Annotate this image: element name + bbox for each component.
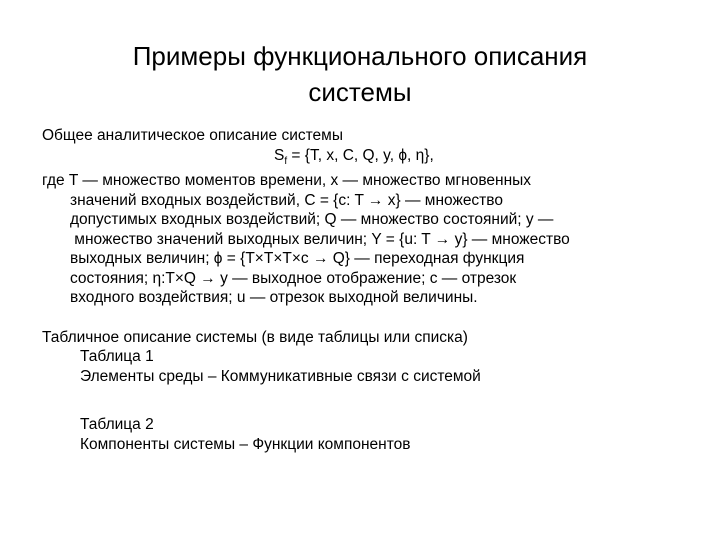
formula-subscript: f (284, 155, 288, 167)
formula-body: = {T, x, C, Q, y, ϕ, η}, (287, 146, 434, 164)
tabular-heading: Табличное описание системы (в виде таблицы или списка) (42, 328, 468, 346)
definition-line: допустимых входных воздействий; Q — множество состояний; y — (70, 211, 554, 229)
definition-line: состояния; η:T×Q → y — выходное отображение; c — отрезок (70, 269, 517, 287)
spacer (42, 308, 682, 328)
definition-line: где T — множество моментов времени, x — множество мгновенных (42, 172, 532, 190)
definition-line: входного воздействия; u — отрезок выходной величины. (70, 289, 478, 307)
definition-line: выходных величин; ϕ = {T×T×T×c → Q} — переходная функция (70, 250, 525, 268)
analytic-heading: Общее аналитическое описание системы (42, 127, 343, 144)
slide-title (60, 38, 660, 110)
table-1-caption: Элементы среды – Коммуникативные связи с системой (80, 367, 481, 385)
table-1-label: Таблица 1 (80, 348, 154, 366)
title-line-1: Примеры функционального описания (132, 41, 588, 71)
title-line-2: системы (308, 77, 412, 107)
table-2-caption: Компоненты системы – Функции компонентов (80, 435, 411, 453)
system-formula (42, 146, 682, 172)
table-2-label: Таблица 2 (80, 416, 154, 434)
definition-line: значений входных воздействий, C = {c: T → x} — множество (70, 191, 503, 209)
formula-symbol: S (274, 146, 285, 164)
spacer (42, 386, 682, 415)
definition-line: множество значений выходных величин; Y = {u: T → y} — множество (70, 230, 570, 248)
slide-body (42, 126, 682, 454)
